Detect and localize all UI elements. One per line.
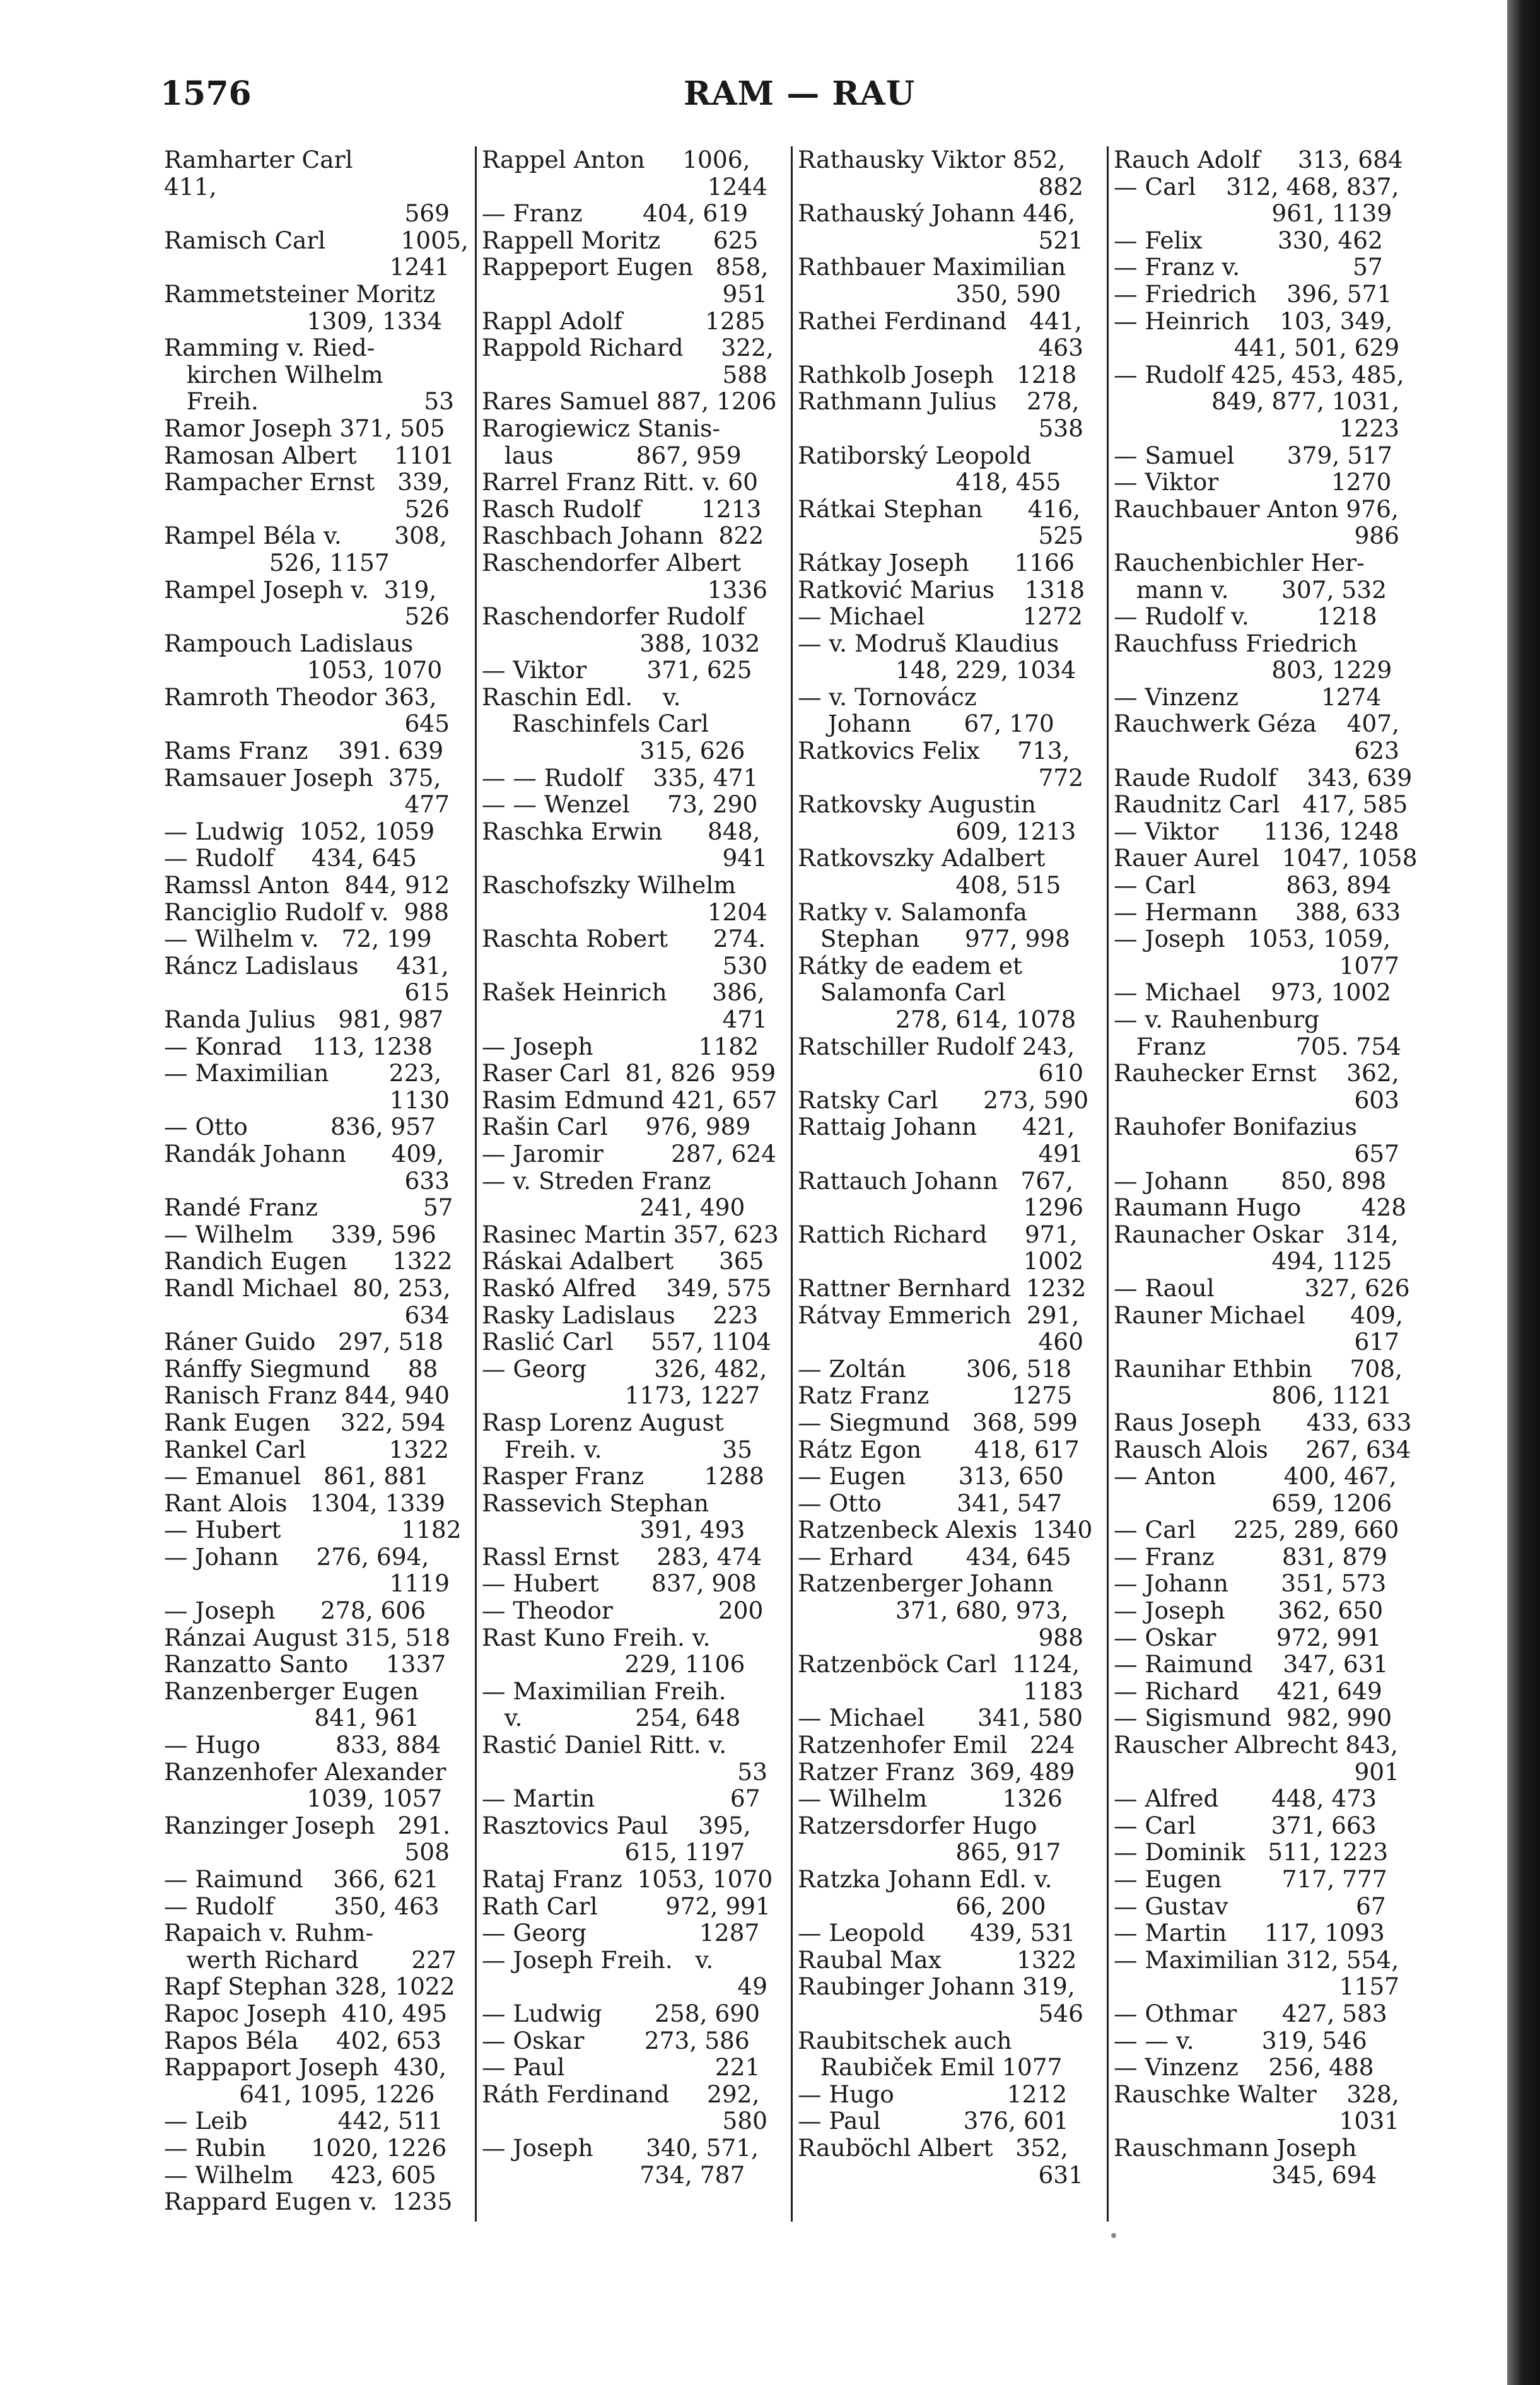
index-entry: Rathmann Julius 278, 538 <box>798 387 1084 442</box>
stray-mark <box>1111 2233 1116 2238</box>
index-columns <box>159 146 1424 2222</box>
index-entry: Ramssl Anton 844, 912 <box>164 871 450 900</box>
index-entry: Rauhecker Ernst 362, 603 <box>1114 1059 1400 1114</box>
index-entry: Rauner Michael 409, 617 <box>1114 1301 1403 1356</box>
index-entry: — Ludwig 1052, 1059 <box>164 817 435 845</box>
index-entry: Rátky de eadem et Salamonfa Carl 278, 614, 1078 <box>798 951 1076 1033</box>
index-entry: Ratzka Johann Edl. v. 66, 200 <box>798 1865 1053 1920</box>
index-entry: — Leopold 439, 531 <box>798 1919 1076 1947</box>
index-entry: Raslić Carl 557, 1104 <box>482 1328 772 1356</box>
index-entry: — Rudolf 350, 463 <box>164 1892 440 1920</box>
index-entry: Rastić Daniel Ritt. v. 53 <box>482 1731 768 1786</box>
index-entry: Ranciglio Rudolf v. 988 <box>164 898 449 926</box>
index-entry: Raubal Max 1322 <box>798 1945 1077 1974</box>
index-entry: Rappold Richard 322, 588 <box>482 334 774 389</box>
index-entry: Raubinger Johann 319, 546 <box>798 1972 1084 2027</box>
index-entry: — Zoltán 306, 518 <box>798 1354 1071 1383</box>
index-entry: — Wilhelm 339, 596 <box>164 1220 436 1248</box>
index-entry: Randl Michael 80, 253, 634 <box>164 1274 451 1329</box>
index-entry: Rarrel Franz Ritt. v. 60 <box>482 468 759 496</box>
index-entry: Rathbauer Maximilian 350, 590 <box>798 253 1066 308</box>
index-entry: Rappell Moritz 625 <box>482 226 759 254</box>
index-entry: — Sigismund 982, 990 <box>1114 1704 1392 1732</box>
page-number: 1576 <box>160 74 252 113</box>
index-entry: Rátkai Stephan 416, 525 <box>798 495 1084 550</box>
index-entry: Rams Franz 391. 639 <box>164 737 444 765</box>
index-entry: Rátz Egon 418, 617 <box>798 1435 1080 1463</box>
index-entry: Rauchfuss Friedrich 803, 1229 <box>1114 629 1392 684</box>
index-entry: — Rudolf 425, 453, 485, 849, 877, 1031, 1223 <box>1114 360 1404 442</box>
index-entry: Rasztovics Paul 395, 615, 1197 <box>482 1811 751 1866</box>
index-entry: Rattner Bernhard 1232 <box>798 1274 1087 1302</box>
index-entry: Rampel Joseph v. 319, 526 <box>164 575 450 631</box>
index-entry: — Hubert 837, 908 <box>482 1569 757 1598</box>
index-entry: — Konrad 113, 1238 <box>164 1032 433 1060</box>
index-entry: Rattauch Johann 767, 1296 <box>798 1166 1084 1222</box>
index-entry: — Richard 421, 649 <box>1114 1677 1382 1705</box>
index-entry: — Raoul 327, 626 <box>1114 1274 1410 1302</box>
index-entry: Rauchenbichler Her- mann v. 307, 532 <box>1114 548 1387 604</box>
index-entry: — Maximilian Freih. v. 254, 648 <box>482 1677 741 1732</box>
index-entry: — v. Modruš Klaudius 148, 229, 1034 <box>798 629 1076 684</box>
index-entry: — Rudolf 434, 645 <box>164 844 417 872</box>
index-entry: — Viktor 1270 <box>1114 468 1392 496</box>
index-entry: Rassl Ernst 283, 474 <box>482 1542 762 1571</box>
index-entry: Rappeport Eugen 858, 951 <box>482 253 769 308</box>
index-entry: — Joseph 340, 571, 734, 787 <box>482 2133 759 2189</box>
index-entry: — Ludwig 258, 690 <box>482 1999 761 2027</box>
index-entry: — Siegmund 368, 599 <box>798 1408 1078 1436</box>
index-entry: Rasim Edmund 421, 657 <box>482 1086 778 1114</box>
index-entry: Ratzenbeck Alexis 1340 <box>798 1516 1093 1544</box>
index-entry: Ratiborský Leopold 418, 455 <box>798 441 1061 496</box>
index-entry: — Raimund 347, 631 <box>1114 1650 1389 1679</box>
index-entry: — Georg 326, 482, 1173, 1227 <box>482 1354 767 1410</box>
index-entry: — Paul 376, 601 <box>798 2107 1069 2135</box>
index-entry: Rattich Richard 971, 1002 <box>798 1220 1084 1275</box>
index-entry: Raude Rudolf 343, 639 <box>1114 763 1413 792</box>
index-entry: Raser Carl 81, 826 959 <box>482 1059 776 1087</box>
index-entry: — Martin 67 <box>482 1784 761 1813</box>
index-entry: — Rubin 1020, 1226 <box>164 2133 447 2162</box>
index-column-1 <box>159 146 475 2222</box>
index-entry: — Anton 400, 467, 659, 1206 <box>1114 1462 1397 1517</box>
index-entry: Rast Kuno Freih. v. 229, 1106 <box>482 1623 745 1679</box>
index-entry: Rauhofer Bonifazius 657 <box>1114 1113 1400 1168</box>
index-entry: Randé Franz 57 <box>164 1193 453 1222</box>
index-entry: — Joseph 1053, 1059, 1077 <box>1114 925 1400 980</box>
index-entry: — Erhard 434, 645 <box>798 1542 1071 1571</box>
index-entry: Raunacher Oskar 314, 494, 1125 <box>1114 1220 1399 1275</box>
index-entry: — Samuel 379, 517 <box>1114 441 1392 469</box>
index-entry: Rappaport Joseph 430, 641, 1095, 1226 <box>164 2053 446 2108</box>
index-entry: Ranzatto Santo 1337 <box>164 1650 446 1679</box>
index-entry: — Hugo 833, 884 <box>164 1731 441 1759</box>
index-entry: — — Wenzel 73, 290 <box>482 790 758 819</box>
index-entry: — Georg 1287 <box>482 1919 760 1947</box>
index-entry: Rares Samuel 887, 1206 <box>482 387 777 416</box>
index-entry: Raschka Erwin 848, 941 <box>482 817 768 872</box>
index-entry: Raschendorfer Rudolf 388, 1032 <box>482 602 761 657</box>
index-entry: — Johann 351, 573 <box>1114 1569 1387 1598</box>
index-entry: — Viktor 371, 625 <box>482 656 752 684</box>
index-entry: Ráncz Ladislaus 431, 615 <box>164 951 450 1007</box>
index-entry: Raschta Robert 274. 530 <box>482 925 768 980</box>
index-entry: — Maximilian 312, 554, 1157 <box>1114 1945 1400 2001</box>
index-entry: Rauchwerk Géza 407, 623 <box>1114 710 1400 765</box>
index-entry: — Maximilian 223, 1130 <box>164 1059 450 1114</box>
index-entry: Rathauský Johann 446, 521 <box>798 199 1084 254</box>
index-entry: — Michael 1272 <box>798 602 1083 631</box>
index-entry: Rátvay Emmerich 291, 460 <box>798 1301 1084 1356</box>
index-entry: Rath Carl 972, 991 <box>482 1892 771 1920</box>
index-entry: Rappel Anton 1006, 1244 <box>482 146 768 201</box>
index-entry: — Johann 850, 898 <box>1114 1166 1387 1195</box>
index-entry: Ratsky Carl 273, 590 <box>798 1086 1089 1114</box>
index-entry: Ramming v. Ried- kirchen Wilhelm Freih. 53 <box>164 334 454 416</box>
index-entry: Randa Julius 981, 987 <box>164 1005 444 1033</box>
index-entry: Rathkolb Joseph 1218 <box>798 360 1077 389</box>
index-entry: — — v. 319, 546 <box>1114 2026 1367 2054</box>
index-entry: Ratkovszky Adalbert 408, 515 <box>798 844 1061 900</box>
index-entry: Ramor Joseph 371, 505 <box>164 414 445 442</box>
index-entry: — Alfred 448, 473 <box>1114 1784 1377 1813</box>
index-entry: — Vinzenz 1274 <box>1114 683 1382 711</box>
index-entry: — Hugo 1212 <box>798 2080 1068 2108</box>
index-entry: — Joseph 362, 650 <box>1114 1597 1384 1625</box>
index-entry: Rapoc Joseph 410, 495 <box>164 1999 447 2027</box>
index-entry: Ratschiller Rudolf 243, 610 <box>798 1032 1084 1087</box>
page-edge-shadow <box>1507 0 1540 2385</box>
index-entry: — Hubert 1182 <box>164 1516 462 1544</box>
index-entry: — Vinzenz 256, 488 <box>1114 2053 1374 2082</box>
index-entry: — Carl 371, 663 <box>1114 1811 1377 1839</box>
index-entry: Rapos Béla 402, 653 <box>164 2026 441 2054</box>
index-entry: Randák Johann 409, 633 <box>164 1139 450 1195</box>
index-entry: — Eugen 313, 650 <box>798 1462 1064 1491</box>
index-entry: Raubitschek auch Raubiček Emil 1077 <box>798 2026 1063 2082</box>
index-entry: Rathausky Viktor 852, 882 <box>798 146 1084 201</box>
index-entry: — — Rudolf 335, 471 <box>482 763 759 792</box>
index-entry: — Franz 831, 879 <box>1114 1542 1387 1571</box>
index-entry: Ranzinger Joseph 291. 508 <box>164 1811 451 1866</box>
index-entry: Ratzer Franz 369, 489 <box>798 1757 1075 1786</box>
index-entry: Rassevich Stephan 391, 493 <box>482 1489 745 1544</box>
index-entry: — Michael 341, 580 <box>798 1704 1083 1732</box>
index-entry: Ratzersdorfer Hugo 865, 917 <box>798 1811 1061 1866</box>
index-entry: Ratky v. Salamonfa Stephan 977, 998 <box>798 898 1070 953</box>
index-column-3 <box>791 146 1107 2222</box>
index-entry: Ranisch Franz 844, 940 <box>164 1381 450 1410</box>
index-entry: — Jaromir 287, 624 <box>482 1139 777 1168</box>
index-entry: Rappard Eugen v. 1235 <box>164 2188 453 2216</box>
index-entry: Raus Joseph 433, 633 <box>1114 1408 1412 1436</box>
index-entry: Rappl Adolf 1285 <box>482 307 766 335</box>
index-entry: Ráner Guido 297, 518 <box>164 1328 444 1356</box>
index-entry: — Franz 404, 619 <box>482 199 748 228</box>
index-entry: Rammetsteiner Moritz 1309, 1334 <box>164 279 443 335</box>
index-entry: Rant Alois 1304, 1339 <box>164 1489 445 1517</box>
index-entry: Rauschke Walter 328, 1031 <box>1114 2080 1400 2135</box>
index-entry: — Joseph Freih. v. 49 <box>482 1945 768 2001</box>
index-entry: — Wilhelm 1326 <box>798 1784 1063 1813</box>
index-entry: Rapaich v. Ruhm- werth Richard 227 <box>164 1919 457 1974</box>
index-entry: — Michael 973, 1002 <box>1114 978 1392 1007</box>
index-entry: Rausch Alois 267, 634 <box>1114 1435 1411 1463</box>
index-entry: Raschin Edl. v. Raschinfels Carl 315, 626 <box>482 683 745 765</box>
index-entry: — Joseph 278, 606 <box>164 1597 426 1625</box>
index-entry: Raunihar Ethbin 708, 806, 1121 <box>1114 1354 1403 1410</box>
index-entry: Rauchbauer Anton 976, 986 <box>1114 495 1400 550</box>
index-entry: — Otto 341, 547 <box>798 1489 1063 1517</box>
index-entry: — Hermann 388, 633 <box>1114 898 1401 926</box>
index-entry: — Emanuel 861, 881 <box>164 1462 429 1491</box>
index-entry: — Martin 117, 1093 <box>1114 1919 1385 1947</box>
index-column-2 <box>475 146 791 2222</box>
index-entry: Rasch Rudolf 1213 <box>482 495 762 523</box>
index-entry: — Paul 221 <box>482 2053 761 2082</box>
index-entry: Ratkovsky Augustin 609, 1213 <box>798 790 1076 845</box>
index-entry: — v. Rauhenburg Franz 705. 754 <box>1114 1005 1402 1060</box>
index-entry: Ratzenberger Johann 371, 680, 973, 988 <box>798 1569 1084 1651</box>
index-entry: Rampacher Ernst 339, 526 <box>164 468 450 523</box>
index-entry: Rátkay Joseph 1166 <box>798 548 1075 577</box>
index-column-4 <box>1107 146 1423 2222</box>
index-entry: — Rudolf v. 1218 <box>1114 602 1377 631</box>
page-header: RAM — RAU <box>684 74 916 113</box>
index-entry: Rapf Stephan 328, 1022 <box>164 1972 455 2001</box>
index-entry: Rauscher Albrecht 843, 901 <box>1114 1731 1400 1786</box>
index-entry: Raumann Hugo 428 <box>1114 1193 1407 1222</box>
index-entry: Rauch Adolf 313, 684 <box>1114 146 1403 173</box>
index-entry: Ratzenhofer Emil 224 <box>798 1731 1075 1759</box>
index-entry: Ramsauer Joseph 375, 477 <box>164 763 450 819</box>
index-entry: — Otto 836, 957 <box>164 1113 436 1141</box>
index-entry: — Oskar 273, 586 <box>482 2026 750 2054</box>
index-entry: — Gustav 67 <box>1114 1892 1386 1920</box>
index-entry: Rampel Béla v. 308, 526, 1157 <box>164 522 447 577</box>
index-entry: — Carl 225, 289, 660 <box>1114 1516 1399 1544</box>
index-entry: Ratkovics Felix 713, 772 <box>798 737 1084 792</box>
index-entry: — Theodor 200 <box>482 1597 764 1625</box>
index-entry: Rattaig Johann 421, 491 <box>798 1113 1084 1168</box>
index-entry: Rasp Lorenz August Freih. v. 35 <box>482 1408 752 1463</box>
index-entry: — Viktor 1136, 1248 <box>1114 817 1399 845</box>
index-entry: — Leib 442, 511 <box>164 2107 443 2135</box>
index-entry: — Johann 276, 694, 1119 <box>164 1542 450 1598</box>
index-entry: Rasper Franz 1288 <box>482 1462 764 1491</box>
index-entry: Ránffy Siegmund 88 <box>164 1354 438 1383</box>
index-entry: — Othmar 427, 583 <box>1114 1999 1387 2027</box>
index-entry: Rasky Ladislaus 223 <box>482 1301 758 1329</box>
index-entry: — Wilhelm 423, 605 <box>164 2160 436 2189</box>
index-entry: Raskó Alfred 349, 575 <box>482 1274 772 1302</box>
index-entry: — Franz v. 57 <box>1114 253 1383 281</box>
index-entry: Ránzai August 315, 518 <box>164 1623 451 1651</box>
index-entry: — Heinrich 103, 349, 441, 501, 629 <box>1114 307 1400 362</box>
index-entry: Ráth Ferdinand 292, 580 <box>482 2080 768 2135</box>
index-entry: — Oskar 972, 991 <box>1114 1623 1382 1651</box>
index-entry: — Eugen 717, 777 <box>1114 1865 1387 1893</box>
index-entry: Rasinec Martin 357, 623 <box>482 1220 779 1248</box>
index-entry: Ramroth Theodor 363, 645 <box>164 683 450 738</box>
index-entry: — Carl 312, 468, 837, 961, 1139 <box>1114 172 1399 228</box>
index-entry: Ratzenböck Carl 1124, 1183 <box>798 1650 1084 1705</box>
index-entry: Rampouch Ladislaus 1053, 1070 <box>164 629 443 684</box>
index-entry: Ráskai Adalbert 365 <box>482 1247 764 1275</box>
index-entry: Raschendorfer Albert 1336 <box>482 548 768 604</box>
index-entry: Rašin Carl 976, 989 <box>482 1113 751 1141</box>
index-entry: Rarogiewicz Stanis- laus 867, 959 <box>482 414 742 469</box>
index-entry: Raudnitz Carl 417, 585 <box>1114 790 1408 819</box>
index-entry: — Friedrich 396, 571 <box>1114 279 1392 308</box>
index-entry: Ramosan Albert 1101 <box>164 441 455 469</box>
index-entry: Ratković Marius 1318 <box>798 575 1085 604</box>
index-entry: — Felix 330, 462 <box>1114 226 1383 254</box>
index-entry: — Joseph 1182 <box>482 1032 759 1060</box>
index-entry: — Dominik 511, 1223 <box>1114 1838 1389 1866</box>
index-entry: — Raimund 366, 621 <box>164 1865 439 1893</box>
index-entry: Raschofszky Wilhelm 1204 <box>482 871 768 926</box>
index-entry: Ratz Franz 1275 <box>798 1381 1072 1410</box>
index-entry: Rank Eugen 322, 594 <box>164 1408 446 1436</box>
index-entry: Ramisch Carl 1005, 1241 <box>164 226 469 281</box>
index-entry: Randich Eugen 1322 <box>164 1247 453 1275</box>
index-entry: Rauer Aurel 1047, 1058 <box>1114 844 1418 872</box>
index-entry: Rauböchl Albert 352, 631 <box>798 2133 1084 2189</box>
index-entry: Rauschmann Joseph 345, 694 <box>1114 2133 1377 2189</box>
index-entry: Rašek Heinrich 386, 471 <box>482 978 768 1033</box>
index-entry: Ranzenberger Eugen 841, 961 <box>164 1677 420 1732</box>
index-entry: Rathei Ferdinand 441, 463 <box>798 307 1084 362</box>
index-entry: Raschbach Johann 822 <box>482 522 764 550</box>
index-entry: Rankel Carl 1322 <box>164 1435 449 1463</box>
index-entry: Ramharter Carl 411, 569 <box>164 146 450 228</box>
index-entry: — v. Tornovácz Johann 67, 170 <box>798 683 1054 738</box>
index-entry: Ranzenhofer Alexander 1039, 1057 <box>164 1757 446 1813</box>
index-entry: — Wilhelm v. 72, 199 <box>164 925 432 953</box>
index-entry: Rataj Franz 1053, 1070 <box>482 1865 773 1893</box>
index-entry: — v. Streden Franz 241, 490 <box>482 1166 745 1222</box>
index-entry: — Carl 863, 894 <box>1114 871 1392 900</box>
